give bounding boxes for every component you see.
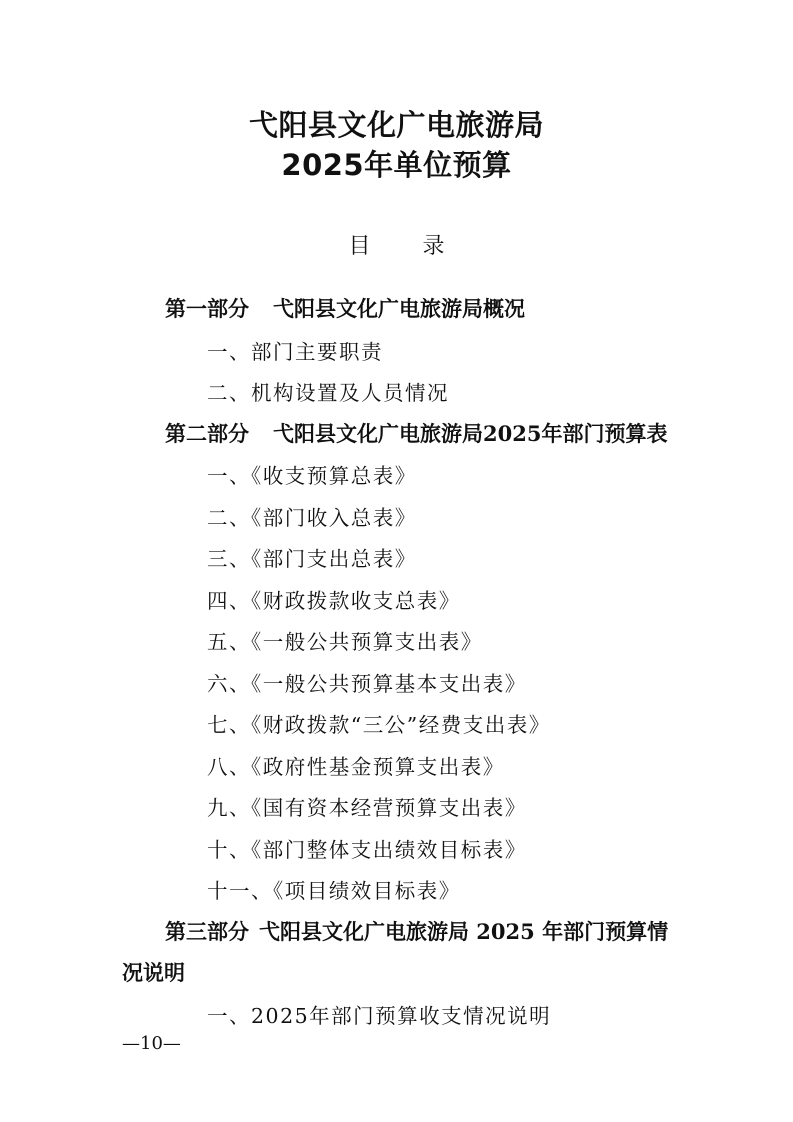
toc-part2-label: 第二部分: [165, 421, 249, 446]
toc-part3-heading: [165, 916, 668, 946]
toc-part3-title-line2: 况说明: [122, 960, 185, 985]
toc-part2-item: 六、《一般公共预算基本支出表》: [207, 672, 527, 696]
page-number: —10—: [122, 1033, 181, 1054]
toc-part2-title: 弋阳县文化广电旅游局2025年部门预算表: [273, 421, 668, 446]
toc-part1-item: 一、部门主要职责: [207, 340, 383, 364]
toc-part2-heading: [165, 418, 667, 448]
toc-part2-item: 一、《收支预算总表》: [207, 464, 417, 488]
toc-heading-left: 目: [348, 234, 371, 259]
toc-part2-item: 八、《政府性基金预算支出表》: [207, 755, 505, 779]
document-title-line1: 弋阳县文化广电旅游局: [248, 108, 544, 142]
toc-part3-label: 第三部分: [165, 919, 249, 944]
toc-part1-heading: [165, 293, 525, 323]
toc-part1-title: 弋阳县文化广电旅游局概况: [273, 296, 525, 321]
toc-part1-label: 第一部分: [165, 296, 249, 321]
toc-part1-item: 二、机构设置及人员情况: [207, 381, 449, 405]
toc-part3-item: 一、2025年部门预算收支情况说明: [207, 1004, 552, 1028]
toc-heading: [0, 229, 793, 260]
toc-part3-title-line1: 弋阳县文化广电旅游局 2025 年部门预算情: [259, 919, 669, 944]
document-title-line2: 2025年单位预算: [281, 148, 512, 182]
toc-heading-right: 录: [422, 234, 445, 259]
toc-part2-item: 十一、《项目绩效目标表》: [207, 879, 461, 903]
toc-part2-item: 七、《财政拨款“三公”经费支出表》: [207, 713, 551, 737]
toc-part2-item: 十、《部门整体支出绩效目标表》: [207, 838, 527, 862]
toc-part2-item: 五、《一般公共预算支出表》: [207, 630, 483, 654]
toc-part2-item: 二、《部门收入总表》: [207, 506, 417, 530]
toc-part2-item: 三、《部门支出总表》: [207, 547, 417, 571]
toc-part2-item: 四、《财政拨款收支总表》: [207, 589, 461, 613]
toc-part2-item: 九、《国有资本经营预算支出表》: [207, 796, 527, 820]
